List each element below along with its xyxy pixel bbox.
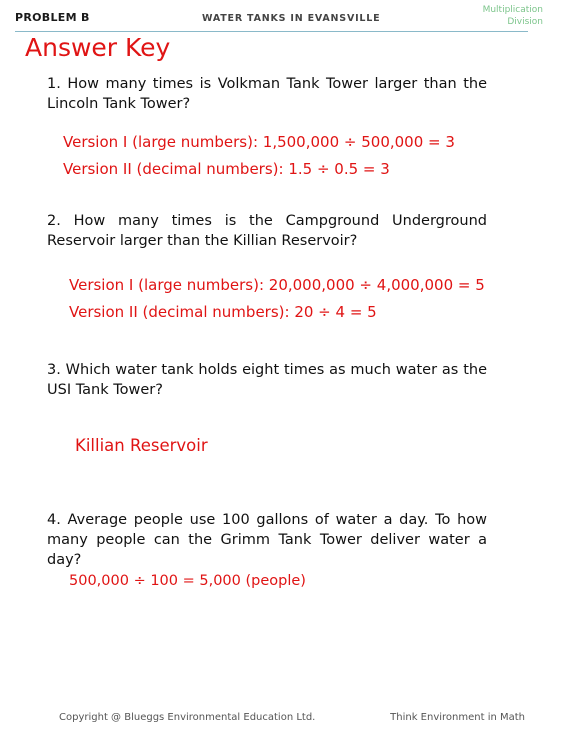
- footer-series: Think Environment in Math: [390, 712, 525, 723]
- topic-tag-division: Division: [507, 17, 543, 27]
- question-4-answer: 500,000 ÷ 100 = 5,000 (people): [69, 573, 306, 589]
- problem-label: PROBLEM B: [15, 11, 90, 24]
- question-1-answer-version-2: Version II (decimal numbers): 1.5 ÷ 0.5 = 3: [63, 160, 390, 178]
- header-divider: [15, 31, 528, 32]
- question-2-answer-version-2: Version II (decimal numbers): 20 ÷ 4 = 5: [69, 303, 377, 321]
- question-4: 4. Average people use 100 gallons of water a day. To how many people can the Grimm Tank Tower deliver water a day?: [47, 512, 487, 568]
- question-1-answer-version-1: Version I (large numbers): 1,500,000 ÷ 500,000 = 3: [63, 133, 455, 151]
- worksheet-title: WATER TANKS IN EVANSVILLE: [202, 13, 381, 24]
- question-3-answer: Killian Reservoir: [75, 436, 208, 455]
- topic-tag-multiplication: Multiplication: [482, 5, 543, 15]
- question-2: 2. How many times is the Campground Underground Reservoir larger than the Killian Reservoir?: [47, 213, 487, 249]
- answer-key-heading: Answer Key: [25, 33, 171, 62]
- question-2-answer-version-1: Version I (large numbers): 20,000,000 ÷ 4,000,000 = 5: [69, 276, 485, 294]
- footer-copyright: Copyright @ Blueggs Environmental Education Ltd.: [59, 712, 316, 723]
- question-1: 1. How many times is Volkman Tank Tower larger than the Lincoln Tank Tower?: [47, 76, 487, 112]
- question-3: 3. Which water tank holds eight times as much water as the USI Tank Tower?: [47, 362, 487, 398]
